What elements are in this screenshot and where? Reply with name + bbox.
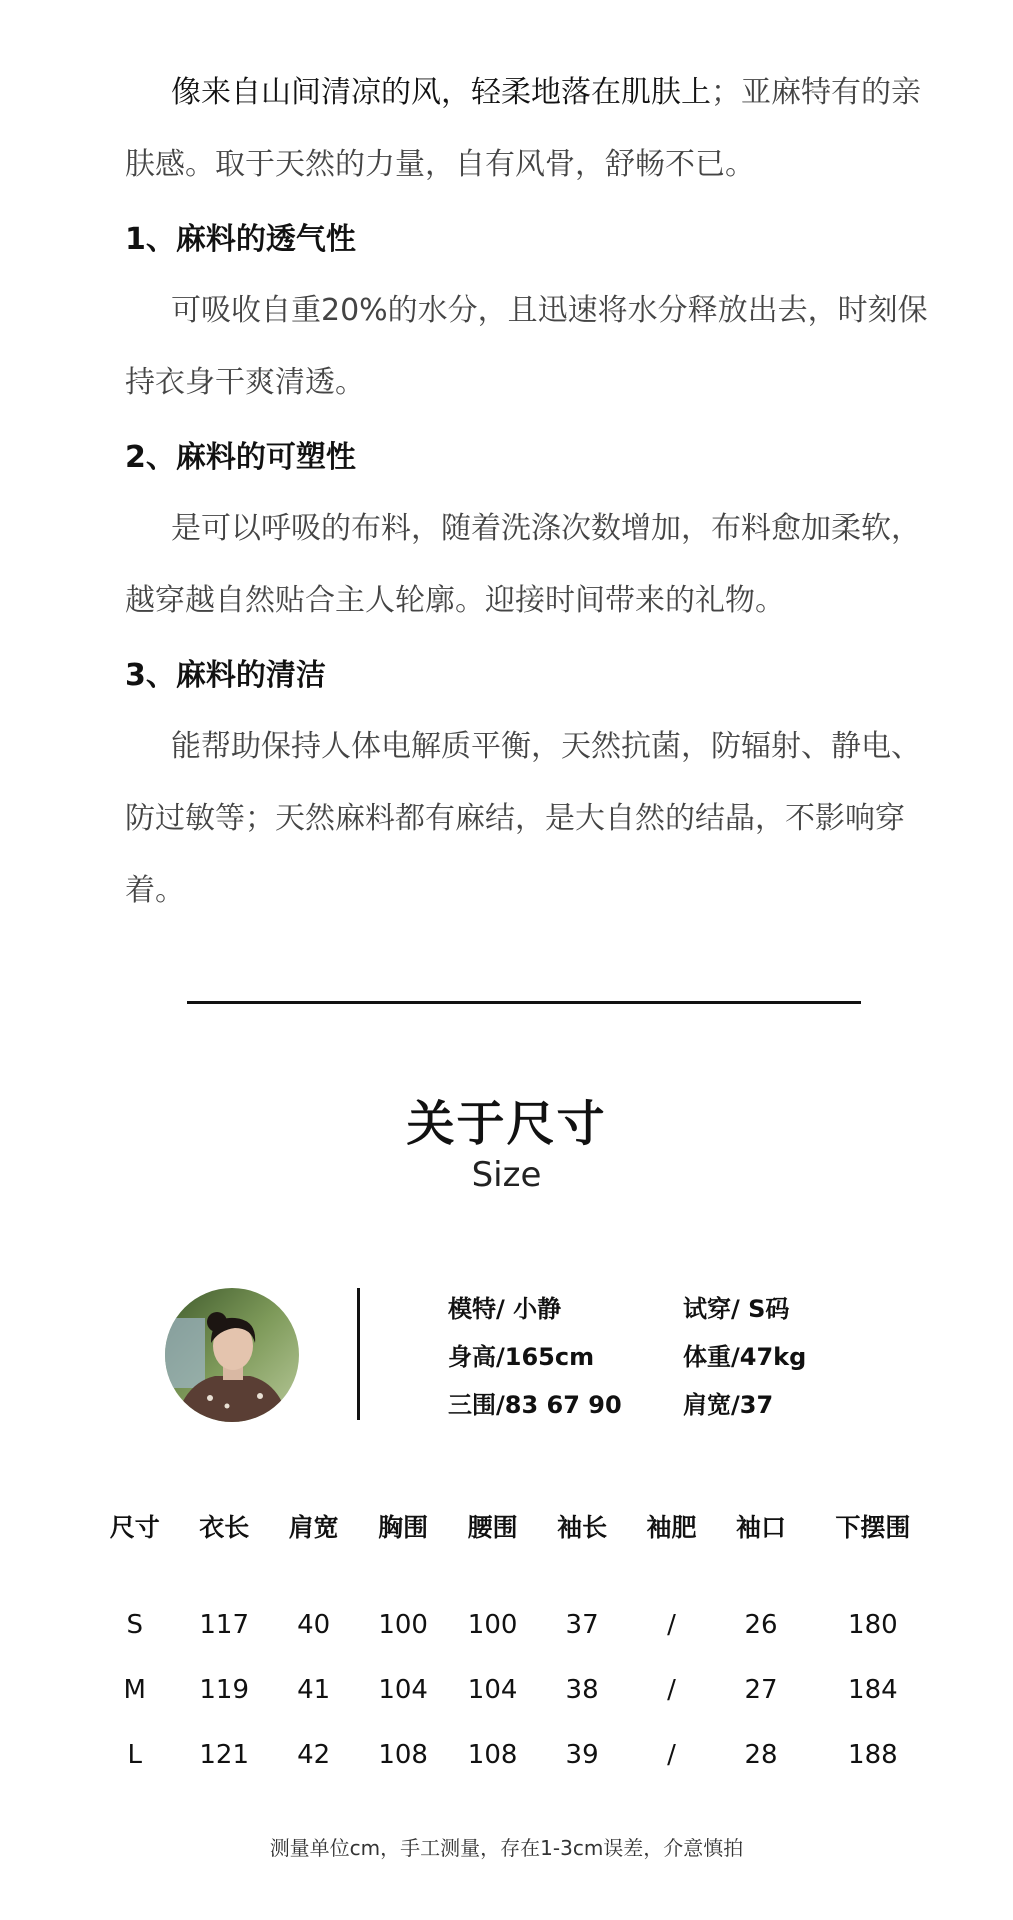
table-cell: 184 xyxy=(848,1674,898,1705)
section-heading-plasticity: 2、麻料的可塑性 xyxy=(125,440,356,475)
section-body-text: 是可以呼吸的布料，随着洗涤次数增加，布料愈加柔软，越穿越自然贴合主人轮廓。迎接时间带来的礼物。 xyxy=(125,511,921,618)
table-cell: 42 xyxy=(297,1739,331,1770)
table-header-row xyxy=(90,1500,940,1552)
header-cuff: 袖口 xyxy=(736,1513,787,1542)
table-cell: 104 xyxy=(467,1674,518,1705)
table-spacer xyxy=(90,1552,940,1592)
header-hem: 下摆围 xyxy=(835,1513,911,1542)
table-cell: 119 xyxy=(199,1674,250,1705)
section-heading-breathability: 1、麻料的透气性 xyxy=(125,222,356,257)
model-portrait-icon xyxy=(165,1288,299,1422)
table-row xyxy=(90,1722,940,1787)
section-body-text: 能帮助保持人体电解质平衡，天然抗菌，防辐射、静电、防过敏等；天然麻料都有麻结，是大自然的结晶，不影响穿着。 xyxy=(125,729,921,908)
table-cell: 37 xyxy=(565,1609,599,1640)
model-measurements: 三围/83 67 90 xyxy=(448,1390,622,1419)
table-cell: 121 xyxy=(199,1739,250,1770)
size-title-en: Size xyxy=(471,1155,542,1195)
table-cell: 104 xyxy=(378,1674,428,1705)
size-table xyxy=(90,1500,940,1787)
table-cell: / xyxy=(667,1739,676,1770)
model-avatar xyxy=(165,1288,299,1422)
table-cell: 40 xyxy=(297,1609,331,1640)
header-sleeve-width: 袖肥 xyxy=(646,1513,697,1542)
intro-rest: ；亚麻特有的亲肤感。取于天然的力量，自有风骨，舒畅不已。 xyxy=(125,75,921,182)
section-body-cleaning xyxy=(125,711,935,927)
table-cell: 108 xyxy=(378,1739,428,1770)
table-cell: 188 xyxy=(848,1739,898,1770)
section-heading-cleaning: 3、麻料的清洁 xyxy=(125,658,326,693)
table-cell: S xyxy=(126,1609,143,1640)
table-cell: M xyxy=(123,1674,146,1705)
model-info xyxy=(448,1282,868,1426)
section-divider xyxy=(187,1001,861,1004)
model-height: 身高/165cm xyxy=(448,1342,595,1371)
section-body-text: 可吸收自重20%的水分，且迅速将水分释放出去，时刻保持衣身干爽清透。 xyxy=(125,293,928,400)
header-shoulder: 肩宽 xyxy=(288,1513,339,1542)
table-cell: 117 xyxy=(199,1609,250,1640)
table-cell: 108 xyxy=(467,1739,518,1770)
measurement-note: 测量单位cm，手工测量，存在1-3cm误差，介意慎拍 xyxy=(269,1836,744,1860)
intro-lead: 像来自山间清凉的风，轻柔地落在肌肤上 xyxy=(171,75,711,110)
model-weight: 体重/47kg xyxy=(683,1342,807,1371)
table-cell: 27 xyxy=(744,1674,778,1705)
table-cell: 38 xyxy=(565,1674,599,1705)
table-row xyxy=(90,1592,940,1657)
model-try-size: 试穿/ S码 xyxy=(683,1294,790,1323)
table-cell: 41 xyxy=(297,1674,331,1705)
header-size: 尺寸 xyxy=(109,1513,160,1542)
table-cell: L xyxy=(127,1739,142,1770)
section-body-plasticity xyxy=(125,493,935,637)
table-cell: 100 xyxy=(467,1609,518,1640)
table-cell: / xyxy=(667,1609,676,1640)
table-cell: 180 xyxy=(848,1609,898,1640)
size-title-cn: 关于尺寸 xyxy=(406,1096,607,1152)
model-divider xyxy=(357,1288,360,1420)
table-cell: 39 xyxy=(565,1739,599,1770)
table-row xyxy=(90,1657,940,1722)
table-cell: 100 xyxy=(378,1609,428,1640)
header-waist: 腰围 xyxy=(467,1513,518,1542)
section-body-breathability xyxy=(125,275,935,419)
table-cell: / xyxy=(667,1674,676,1705)
intro-paragraph xyxy=(125,57,935,201)
header-chest: 胸围 xyxy=(378,1513,429,1542)
model-shoulder: 肩宽/37 xyxy=(683,1390,774,1419)
table-cell: 26 xyxy=(744,1609,778,1640)
header-length: 衣长 xyxy=(199,1513,250,1542)
model-name: 模特/ 小静 xyxy=(448,1294,562,1323)
header-sleeve-length: 袖长 xyxy=(557,1513,608,1542)
table-cell: 28 xyxy=(744,1739,778,1770)
